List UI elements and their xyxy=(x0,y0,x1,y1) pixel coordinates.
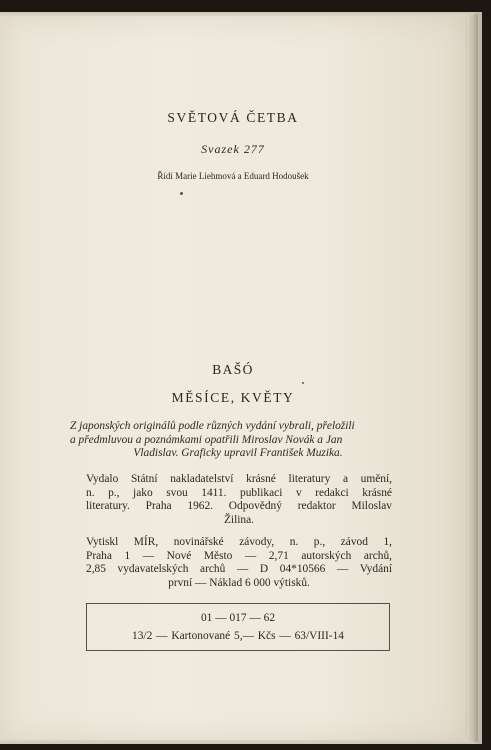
credits-paragraph xyxy=(70,420,406,461)
page-edge xyxy=(468,14,478,742)
publisher-paragraph xyxy=(86,473,392,527)
book-title: MĚSÍCE, KVĚTY xyxy=(171,390,295,405)
credits-line: a předmluvou a poznámkami opatřili Miroslav Novák a Jan xyxy=(70,433,343,446)
book-author: BAŠÓ xyxy=(212,362,254,377)
series-editors: Řídí Marie Liehmová a Eduard Hodoušek xyxy=(157,171,309,181)
publisher-line: n. p., jako svou 1411. publikaci v redakci krásné xyxy=(86,486,392,499)
printer-line: první — Náklad 6 000 výtisků. xyxy=(168,576,310,589)
credits-line: Vladislav. Graficky upravil František Muzika. xyxy=(133,447,343,459)
publisher-line: Vydalo Státní nakladatelství krásné literatury a umění, xyxy=(86,473,392,485)
catalog-price-line: 13/2 — Kartonované 5,— Kčs — 63/VIII-14 xyxy=(132,630,344,642)
printer-line: Praha 1 — Nové Město — 2,71 autorských archů, xyxy=(86,549,392,562)
book-page xyxy=(0,16,467,740)
catalog-code: 01 — 017 — 62 xyxy=(200,612,276,624)
printer-line: 2,85 vydavatelských archů — D 04*10566 — Vydání xyxy=(86,563,392,575)
printer-paragraph xyxy=(86,536,392,590)
catalog-box xyxy=(86,603,390,651)
series-title: SVĚTOVÁ ČETBA xyxy=(167,110,299,125)
ink-dot xyxy=(302,382,304,384)
volume-number: Svazek 277 xyxy=(201,142,265,156)
publisher-line: literatury. Praha 1962. Odpovědný redaktor Miloslav xyxy=(86,500,392,512)
credits-line: Z japonských originálů podle různých vydání vybrali, přeložili xyxy=(70,420,355,432)
publisher-line: Žilina. xyxy=(223,513,255,526)
ink-dot xyxy=(180,192,183,195)
printer-line: Vytiskl MÍR, novinářské závody, n. p., závod 1, xyxy=(86,536,392,548)
